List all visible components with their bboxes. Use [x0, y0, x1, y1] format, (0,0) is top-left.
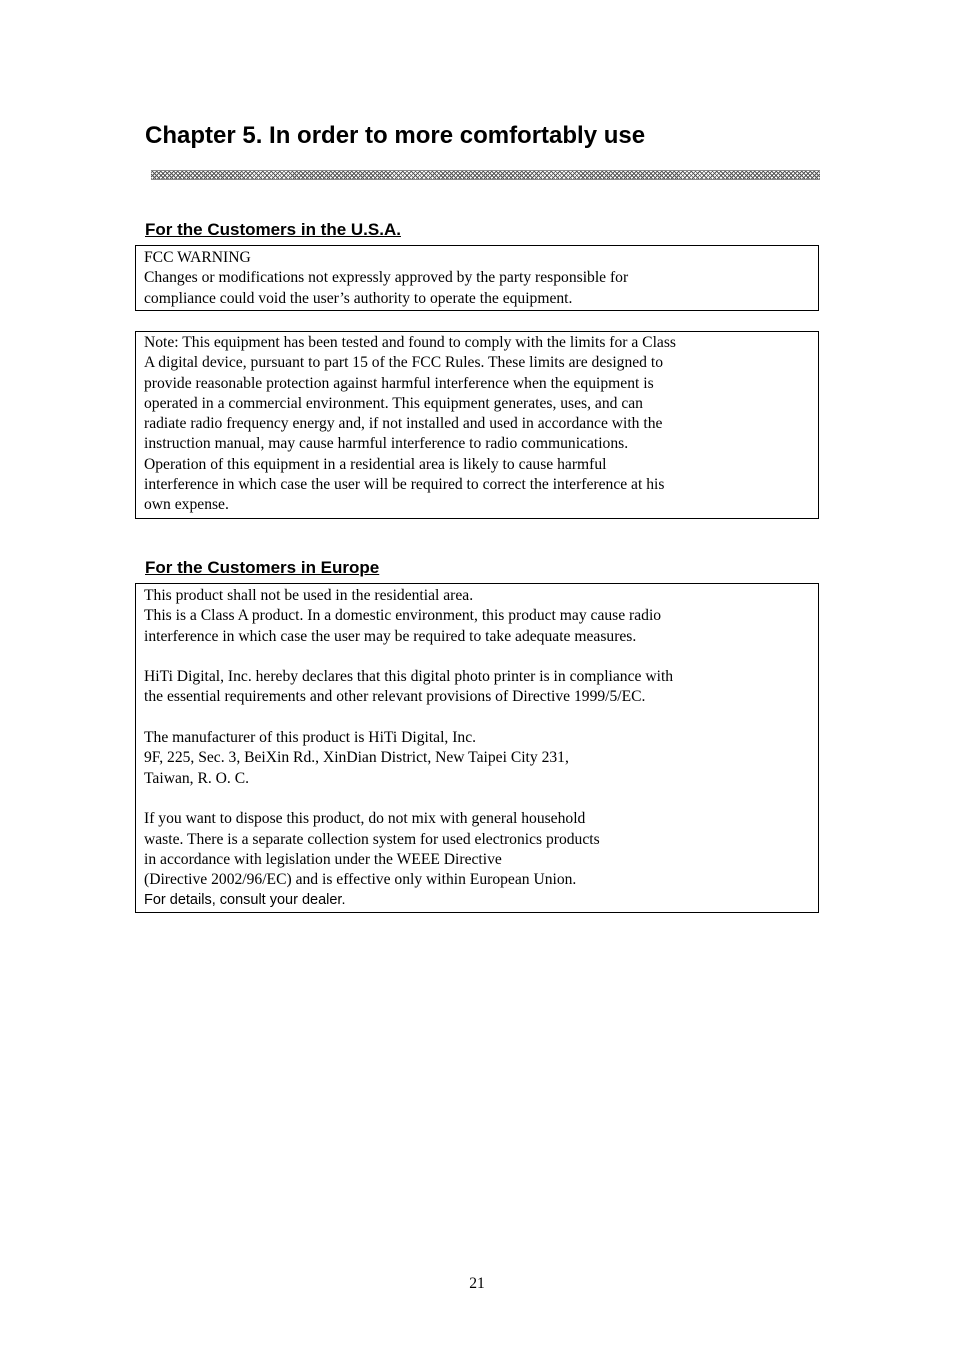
fcc-note-line: provide reasonable protection against harmful interference when the equipment is — [144, 374, 654, 392]
europe-text-line: in accordance with legislation under the WEEE Directive — [144, 850, 502, 868]
europe-text-line: This is a Class A product. In a domestic environment, this product may cause radio — [144, 607, 662, 625]
fcc-note-line: A digital device, pursuant to part 15 of the FCC Rules. These limits are designed to — [144, 354, 663, 372]
fcc-note-line: instruction manual, may cause harmful interference to radio communications. — [144, 435, 629, 453]
paragraph-spacer — [144, 789, 810, 809]
fcc-note-box — [135, 331, 819, 519]
fcc-note-line: own expense. — [144, 496, 229, 514]
europe-text-line: 9F, 225, Sec. 3, BeiXin Rd., XinDian District, New Taipei City 231, — [144, 749, 569, 767]
page-number: 21 — [469, 1275, 485, 1292]
fcc-note-line: interference in which case the user will be required to correct the interference at his — [144, 476, 665, 494]
fcc-note-line: Note: This equipment has been tested and found to comply with the limits for a Class — [144, 334, 676, 351]
europe-text-line: Taiwan, R. O. C. — [144, 769, 250, 787]
europe-text-line: the essential requirements and other relevant provisions of Directive 1999/5/EC. — [144, 688, 646, 706]
europe-text-line: (Directive 2002/96/EC) and is effective only within European Union. — [144, 871, 577, 889]
paragraph-spacer — [144, 708, 810, 728]
europe-text-line: This product shall not be used in the residential area. — [144, 587, 474, 604]
chapter-title: Chapter 5. In order to more comfortably use — [145, 122, 646, 149]
europe-text-line: The manufacturer of this product is HiTi Digital, Inc. — [144, 729, 477, 747]
decorative-divider — [151, 170, 820, 180]
europe-text-line: waste. There is a separate collection system for used electronics products — [144, 830, 600, 848]
dealer-note: For details, consult your dealer. — [144, 892, 346, 909]
europe-text-line: If you want to dispose this product, do not mix with general household — [144, 810, 586, 828]
usa-section-heading: For the Customers in the U.S.A. — [145, 220, 401, 239]
fcc-note-line: radiate radio frequency energy and, if not installed and used in accordance with the — [144, 415, 663, 433]
fcc-warning-box — [135, 245, 819, 311]
fcc-warning-text-line: Changes or modifications not expressly approved by the party responsible for — [144, 269, 629, 287]
fcc-note-line: Operation of this equipment in a residential area is likely to cause harmful — [144, 455, 607, 473]
europe-text-line: HiTi Digital, Inc. hereby declares that this digital photo printer is in compliance with — [144, 668, 674, 686]
paragraph-spacer — [144, 647, 810, 667]
fcc-warning-title: FCC WARNING — [144, 249, 251, 266]
europe-info-box — [135, 583, 819, 913]
fcc-warning-text-line: compliance could void the user’s authority to operate the equipment. — [144, 289, 573, 307]
europe-text-line: interference in which case the user may be required to take adequate measures. — [144, 627, 637, 645]
europe-section-heading: For the Customers in Europe — [145, 558, 380, 577]
fcc-note-line: operated in a commercial environment. This equipment generates, uses, and can — [144, 394, 643, 412]
